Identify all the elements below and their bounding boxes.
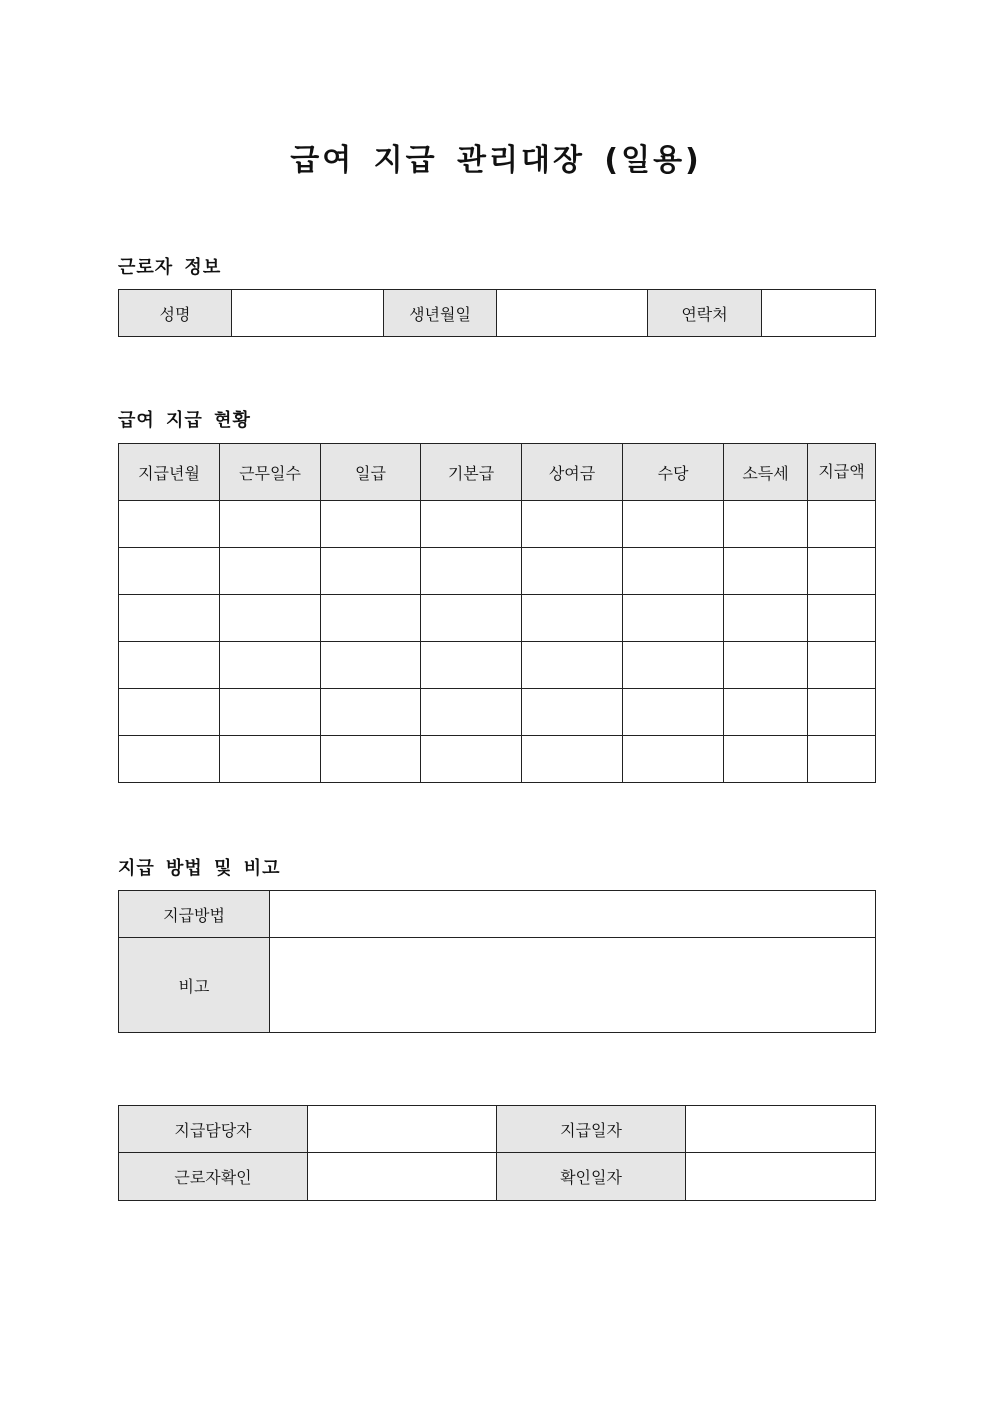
table-cell[interactable] [808,642,876,689]
table-cell[interactable] [220,548,321,595]
table-cell[interactable] [808,501,876,548]
table-cell[interactable] [623,501,724,548]
table-cell[interactable] [522,548,623,595]
table-cell[interactable] [321,548,421,595]
table-cell[interactable] [724,736,808,783]
table-cell[interactable] [321,501,421,548]
table-cell[interactable] [220,642,321,689]
table-cell[interactable] [522,736,623,783]
table-cell[interactable] [321,595,421,642]
name-label: 성명 [119,290,232,337]
table-cell[interactable] [119,736,220,783]
table-cell[interactable] [421,501,522,548]
header-allowance: 수당 [623,444,724,501]
table-row [119,736,876,783]
note-field[interactable] [270,938,876,1033]
payer-field[interactable] [308,1106,497,1153]
table-cell[interactable] [421,736,522,783]
table-cell[interactable] [724,595,808,642]
table-cell[interactable] [522,642,623,689]
table-cell[interactable] [724,501,808,548]
header-daily-wage: 일급 [321,444,421,501]
table-cell[interactable] [724,642,808,689]
header-income-tax: 소득세 [724,444,808,501]
method-table [118,890,876,1033]
payment-method-field[interactable] [270,891,876,938]
table-cell[interactable] [421,548,522,595]
document-title: 급여 지급 관리대장 (일용) [290,143,702,178]
table-cell[interactable] [421,689,522,736]
worker-confirm-field[interactable] [308,1153,497,1201]
header-net-pay: 지급액 [808,444,876,501]
table-cell[interactable] [421,595,522,642]
table-cell[interactable] [421,642,522,689]
confirm-date-label: 확인일자 [497,1153,686,1201]
table-cell[interactable] [119,548,220,595]
worker-info-heading: 근로자 정보 [118,257,222,278]
table-cell[interactable] [522,501,623,548]
table-cell[interactable] [220,736,321,783]
confirm-date-field[interactable] [686,1153,876,1201]
table-cell[interactable] [119,689,220,736]
table-row [119,548,876,595]
header-base-pay: 기본급 [421,444,522,501]
header-pay-month: 지급년월 [119,444,220,501]
contact-label: 연락처 [648,290,762,337]
name-field[interactable] [232,290,384,337]
pay-date-label: 지급일자 [497,1106,686,1153]
table-cell[interactable] [724,689,808,736]
table-cell[interactable] [623,548,724,595]
birthdate-label: 생년월일 [384,290,497,337]
worker-confirm-label: 근로자확인 [119,1153,308,1201]
table-cell[interactable] [623,595,724,642]
table-cell[interactable] [623,736,724,783]
method-heading: 지급 방법 및 비고 [118,858,281,879]
table-cell[interactable] [321,736,421,783]
table-cell[interactable] [119,501,220,548]
table-cell[interactable] [119,642,220,689]
table-cell[interactable] [623,689,724,736]
worker-info-table [118,289,876,337]
table-cell[interactable] [808,736,876,783]
table-cell[interactable] [321,642,421,689]
table-cell[interactable] [220,595,321,642]
table-cell[interactable] [724,548,808,595]
table-cell[interactable] [808,689,876,736]
table-cell[interactable] [808,548,876,595]
table-cell[interactable] [623,642,724,689]
table-cell[interactable] [321,689,421,736]
header-work-days: 근무일수 [220,444,321,501]
note-label: 비고 [119,938,270,1033]
table-cell[interactable] [220,501,321,548]
contact-field[interactable] [762,290,876,337]
payer-label: 지급담당자 [119,1106,308,1153]
table-cell[interactable] [522,689,623,736]
confirmation-table [118,1105,876,1201]
table-cell[interactable] [119,595,220,642]
header-bonus: 상여금 [522,444,623,501]
table-row [119,501,876,548]
payment-method-label: 지급방법 [119,891,270,938]
table-row [119,642,876,689]
pay-date-field[interactable] [686,1106,876,1153]
payment-status-table [118,443,876,783]
table-row [119,595,876,642]
table-cell[interactable] [808,595,876,642]
birthdate-field[interactable] [497,290,648,337]
table-cell[interactable] [220,689,321,736]
payment-status-heading: 급여 지급 현황 [118,410,251,431]
table-row [119,689,876,736]
table-cell[interactable] [522,595,623,642]
